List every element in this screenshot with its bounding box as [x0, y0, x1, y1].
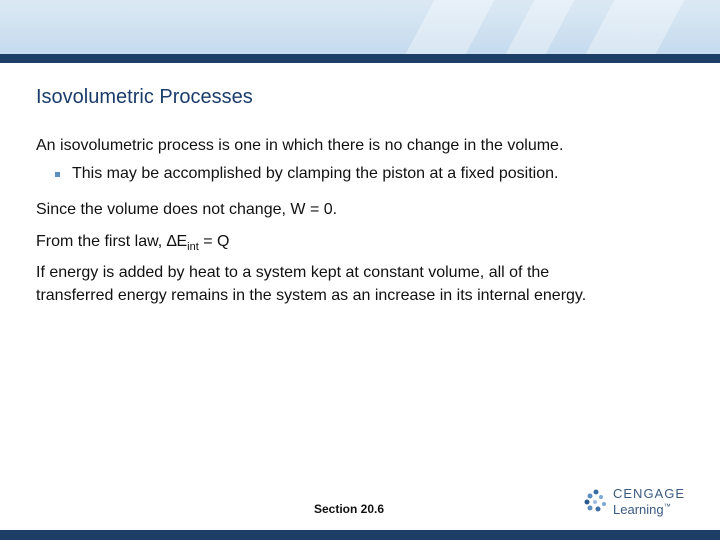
- header-banner: [0, 0, 720, 54]
- slide-title: Isovolumetric Processes: [36, 86, 253, 108]
- banner-decoration: [586, 0, 685, 54]
- dot-cluster-icon: [584, 488, 610, 518]
- paragraph-definition: An isovolumetric process is one in which there is no change in the volume.: [36, 137, 564, 154]
- bullet-square-icon: [55, 172, 60, 177]
- delta-e: ∆E: [166, 233, 188, 250]
- bullet-item: [55, 165, 558, 183]
- banner-decoration: [506, 0, 575, 54]
- logo-brand: CENGAGE: [613, 486, 686, 501]
- header-band: [0, 54, 720, 63]
- footer-band: [0, 530, 720, 540]
- logo-sub: [613, 502, 671, 517]
- cengage-logo: [584, 486, 694, 520]
- paragraph-work: Since the volume does not change, W = 0.: [36, 201, 338, 218]
- first-law-prefix: From the first law,: [36, 233, 167, 250]
- energy-line-1: If energy is added by heat to a system kept at constant volume, all of the: [36, 264, 550, 281]
- bullet-text: This may be accomplished by clamping the piston at a fixed position.: [72, 165, 559, 182]
- banner-decoration: [406, 0, 495, 54]
- paragraph-energy: [36, 261, 586, 307]
- paragraph-first-law: [36, 230, 229, 259]
- first-law-suffix: = Q: [198, 233, 230, 250]
- logo-trademark: ™: [663, 503, 671, 511]
- subscript-int: int: [187, 241, 199, 254]
- section-label: Section 20.6: [314, 502, 385, 516]
- logo-sub-text: Learning: [613, 502, 664, 517]
- energy-line-2: transferred energy remains in the system as an increase in its internal energy.: [36, 287, 587, 304]
